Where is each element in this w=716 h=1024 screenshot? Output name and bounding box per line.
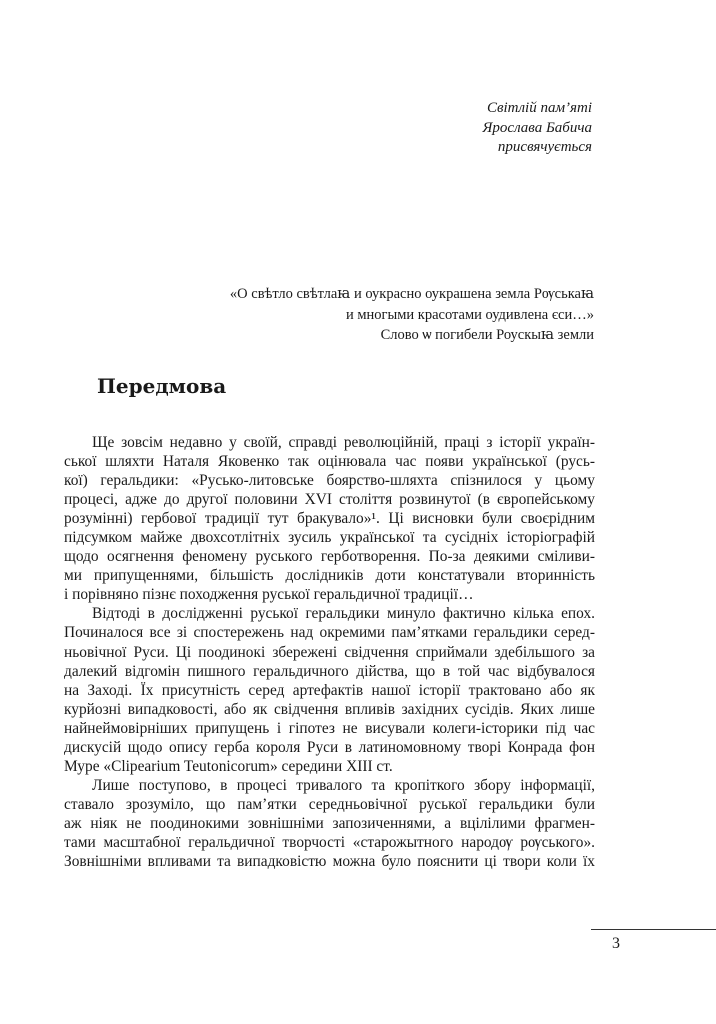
body-line: щодо осягнення феномену руського герботворення. По-за деякими сміливи- [64,548,595,566]
dedication-line: Світлій пам’яті [486,100,592,116]
body-line: підсумком майже двохсотлітніх зусиль української та сусідніх історіографій [64,529,595,547]
body-line: Зовнішніми впливами та випадковістю можна було пояснити ці твори коли їх [64,853,595,871]
body-line: розумінні) гербової традиції тут бракувало»¹. Ці висновки були своєрідним [64,510,595,528]
body-line: далекий відгомін пишного геральдичного дійства, що в той час відбувалося [64,662,595,680]
body-line: Муре «Clipearium Teutonicorum» середини XIII ст. [64,757,393,775]
body-line: Ще зовсім недавно у своїй, справді революційній, праці з історії україн- [92,434,595,451]
body-line: ської шляхти Наталя Яковенко так оцінювала час появи української (русь- [64,453,595,471]
dedication [292,99,592,158]
body-line: кої) геральдики: «Русько-литовське боярство-шляхта спізнилося у цьому [64,472,595,490]
body-line: на Заході. Їх присутність серед артефактів нашої історії трактовано або як [64,681,595,699]
body-line: аж ніяк не поодинокими зовнішніми запозиченнями, а вцілілими фрагмен- [64,814,595,832]
body-line: найнеймовірніших припущень і гіпотез не висували колеги-історики під час [64,719,595,737]
body-line: Починалося все зі спостережень над окремими пам’ятками геральдики серед- [64,624,595,642]
epigraph-line: и многыми красотами оудивлена єси…» [345,306,594,323]
body-line: ставало зрозуміло, що пам’ятки середньовічної руської геральдики були [64,795,595,813]
body-line: Лише поступово, в процесі тривалого та кропіткого збору інформації, [92,776,595,794]
body-line: ньовічної Руси. Ці поодинокі збережені свідчення сприймали здебільшого за [64,643,595,661]
epigraph [174,284,594,346]
page-number: 3 [612,935,620,952]
footer-rule [591,929,716,930]
dedication-line: Ярослава Бабича [482,119,592,136]
body-line: процесі, адже до другої половини XVI століття розвинутої (в європейському [64,491,595,509]
body-line: і порівняно пізнє походження руської геральдичної традиції… [64,586,474,604]
body-line: тами масштабної геральдичної творчості «старожытного народѹ рѹського». [64,833,595,851]
body-line: ми припущеннями, більшість дослідників доти констатували вторинність [64,567,595,585]
body-line: дискусій щодо опису герба короля Руси в латиномовному творі Конрада фон [64,738,595,756]
body-line: Відтоді в дослідженні руської геральдики минуло фактично кілька епох. [92,605,595,623]
dedication-line: присвячується [497,139,592,155]
body-text [64,433,595,871]
epigraph-line: «О свѣтло свѣтлаꙗ и оукрасно оукрашена земла Рѹськаꙗ [229,286,594,302]
section-heading: Передмова [97,374,227,398]
body-line: курйозні випадковості, або як свідчення впливів західних сусідів. Яких лише [64,700,595,718]
epigraph-source: Слово ѡ погибели Роускыꙗ земли [380,327,594,343]
